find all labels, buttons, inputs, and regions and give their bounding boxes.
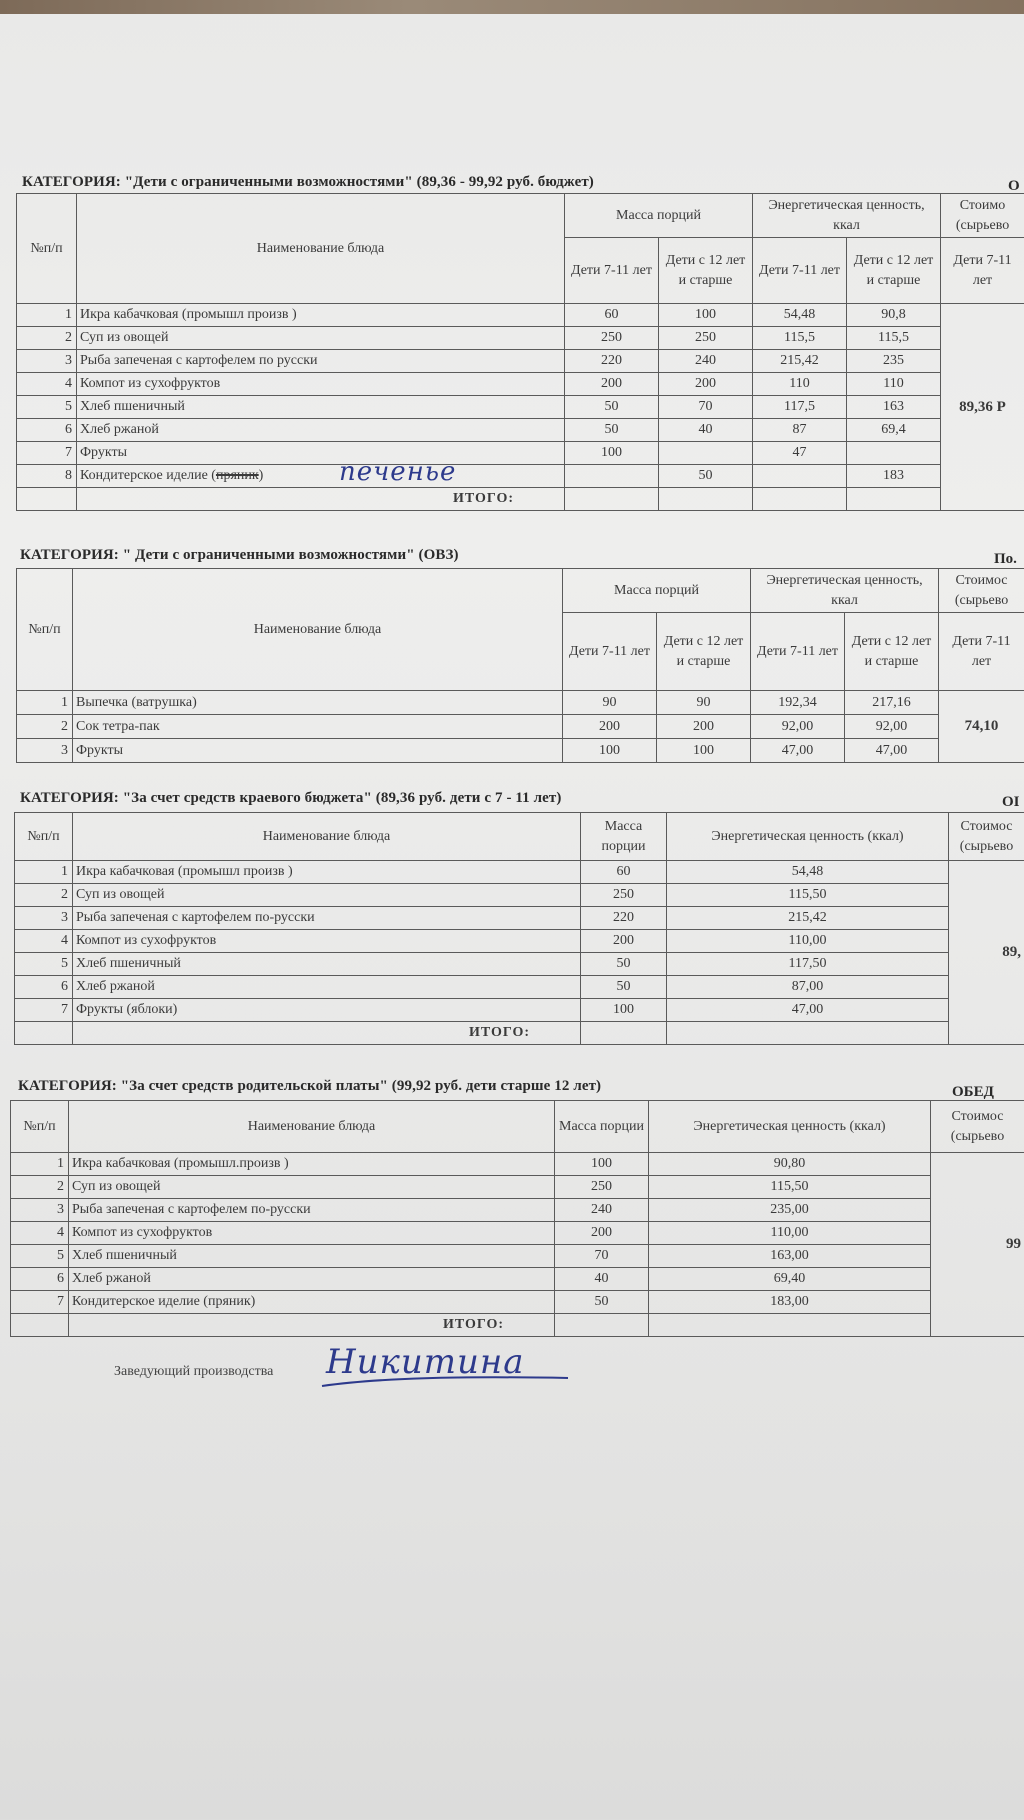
row-number: 3 <box>17 739 73 763</box>
handwritten-correction: печенье <box>339 457 457 487</box>
mass: 70 <box>555 1245 649 1268</box>
total-row <box>17 488 1024 511</box>
header-mass: Масса порции <box>555 1101 649 1153</box>
table-row <box>11 1245 1024 1268</box>
header-num: №п/п <box>11 1101 69 1153</box>
mass-7-11: 50 <box>565 396 659 419</box>
table-row <box>15 930 1024 953</box>
mass-12: 200 <box>657 715 751 739</box>
table-row <box>17 350 1024 373</box>
section-4-table <box>10 1100 1024 1337</box>
section-4-title: КАТЕГОРИЯ: "За счет средств родительской платы" (99,92 руб. дети старше 12 лет) <box>18 1078 602 1094</box>
dish-name: Хлеб ржаной <box>69 1268 555 1291</box>
energy-12: 235 <box>847 350 941 373</box>
mass-7-11: 100 <box>565 442 659 465</box>
dish-name: Фрукты <box>73 739 563 763</box>
table-row <box>11 1199 1024 1222</box>
energy-12 <box>847 442 941 465</box>
header-cost: Стоимос (сырьево <box>931 1101 1024 1153</box>
mass: 50 <box>581 976 667 999</box>
mass-7-11: 50 <box>565 419 659 442</box>
section-2-meal-label: По. <box>994 551 1017 567</box>
mass: 220 <box>581 907 667 930</box>
energy: 215,42 <box>667 907 949 930</box>
energy-12: 69,4 <box>847 419 941 442</box>
mass-12: 240 <box>659 350 753 373</box>
header-cost: Стоимо (сырьево <box>941 194 1024 238</box>
dish-name: Кондитерское иделие (пряник) <box>69 1291 555 1314</box>
row-number: 2 <box>17 715 73 739</box>
energy: 47,00 <box>667 999 949 1022</box>
header-age-12: Дети с 12 лет и старше <box>847 238 941 304</box>
section-4-meal-label: ОБЕД <box>952 1084 994 1100</box>
dish-name-start: Кондитерское иделие ( <box>80 468 216 483</box>
energy-7-11: 115,5 <box>753 327 847 350</box>
energy-7-11: 110 <box>753 373 847 396</box>
energy-7-11: 117,5 <box>753 396 847 419</box>
energy-12: 47,00 <box>845 739 939 763</box>
mass-12: 40 <box>659 419 753 442</box>
header-num: №п/п <box>15 813 73 861</box>
header-energy: Энергетическая ценность (ккал) <box>649 1101 931 1153</box>
section-2-table <box>16 568 1024 763</box>
mass-7-11: 100 <box>563 739 657 763</box>
header-mass: Масса порций <box>563 569 751 613</box>
header-cost: Стоимос (сырьево <box>939 569 1024 613</box>
row-number: 5 <box>11 1245 69 1268</box>
section-3-table <box>14 812 1024 1045</box>
header-age-7-11: Дети 7-11 лет <box>753 238 847 304</box>
mass: 50 <box>555 1291 649 1314</box>
header-num: №п/п <box>17 194 77 304</box>
header-num: №п/п <box>17 569 73 691</box>
cost-value: 99 <box>931 1153 1024 1337</box>
row-number: 4 <box>15 930 73 953</box>
energy-7-11: 92,00 <box>751 715 845 739</box>
struck-word: пряник <box>215 468 259 483</box>
dish-name <box>77 457 565 488</box>
dish-name: Икра кабачковая (промышл произв ) <box>73 861 581 884</box>
section-3-title: КАТЕГОРИЯ: "За счет средств краевого бюджета" (89,36 руб. дети с 7 - 11 лет) <box>20 790 562 806</box>
row-number: 1 <box>17 691 73 715</box>
dish-name: Выпечка (ватрушка) <box>73 691 563 715</box>
energy-12: 217,16 <box>845 691 939 715</box>
mass-12: 100 <box>659 304 753 327</box>
signature-text: Никитина <box>326 1342 525 1382</box>
dish-name: Сок тетра-пак <box>73 715 563 739</box>
mass-7-11: 60 <box>565 304 659 327</box>
dish-name: Компот из сухофруктов <box>77 373 565 396</box>
dish-name: Суп из овощей <box>77 327 565 350</box>
table-row <box>17 715 1024 739</box>
table-row <box>11 1153 1024 1176</box>
mass: 240 <box>555 1199 649 1222</box>
energy-12: 163 <box>847 396 941 419</box>
mass-7-11 <box>565 465 659 488</box>
dish-name: Фрукты <box>77 442 565 465</box>
mass: 50 <box>581 953 667 976</box>
table-row <box>11 1268 1024 1291</box>
mass-7-11: 200 <box>565 373 659 396</box>
dish-name: Рыба запеченая с картофелем по русски <box>77 350 565 373</box>
mass-12 <box>659 442 753 465</box>
row-number: 7 <box>15 999 73 1022</box>
dish-name: Компот из сухофруктов <box>73 930 581 953</box>
energy-12: 115,5 <box>847 327 941 350</box>
table-row <box>15 907 1024 930</box>
mass-12: 50 <box>659 465 753 488</box>
section-1-meal-label: О <box>1008 178 1020 194</box>
cost-value: 89,36 Р <box>941 304 1024 511</box>
row-number: 1 <box>17 304 77 327</box>
energy: 54,48 <box>667 861 949 884</box>
section-3-meal-label: ОІ <box>1002 794 1020 810</box>
row-number: 6 <box>17 419 77 442</box>
signature-label: Заведующий производства <box>114 1364 274 1379</box>
energy-12: 110 <box>847 373 941 396</box>
table-row <box>17 691 1024 715</box>
row-number: 5 <box>17 396 77 419</box>
row-number: 3 <box>17 350 77 373</box>
energy-7-11 <box>753 465 847 488</box>
table-row <box>11 1176 1024 1199</box>
row-number: 2 <box>17 327 77 350</box>
header-mass: Масса порций <box>565 194 753 238</box>
dish-name-end: ) <box>258 468 264 483</box>
total-label: ИТОГО: <box>73 1022 581 1045</box>
row-number: 3 <box>11 1199 69 1222</box>
header-age-7-11: Дети 7-11 лет <box>563 613 657 691</box>
energy-12: 183 <box>847 465 941 488</box>
header-dish-name: Наименование блюда <box>77 194 565 304</box>
total-label: ИТОГО: <box>77 488 565 511</box>
row-number: 6 <box>11 1268 69 1291</box>
header-cost: Стоимос (сырьево <box>949 813 1024 861</box>
header-dish-name: Наименование блюда <box>69 1101 555 1153</box>
energy-7-11: 47 <box>753 442 847 465</box>
table-row <box>15 976 1024 999</box>
dish-name: Суп из овощей <box>69 1176 555 1199</box>
dish-name: Хлеб ржаной <box>73 976 581 999</box>
mass: 60 <box>581 861 667 884</box>
dish-name: Хлеб пшеничный <box>69 1245 555 1268</box>
energy: 183,00 <box>649 1291 931 1314</box>
table-row <box>17 419 1024 442</box>
table-row <box>17 327 1024 350</box>
cost-value: 89, <box>949 861 1024 1045</box>
row-number: 8 <box>17 465 77 488</box>
mass: 100 <box>555 1153 649 1176</box>
table-row <box>17 465 1024 488</box>
mass: 250 <box>555 1176 649 1199</box>
mass: 100 <box>581 999 667 1022</box>
energy: 110,00 <box>649 1222 931 1245</box>
header-age-12: Дети с 12 лет и старше <box>845 613 939 691</box>
row-number: 7 <box>17 442 77 465</box>
header-age-7-11: Дети 7-11 лет <box>565 238 659 304</box>
energy-7-11: 54,48 <box>753 304 847 327</box>
table-row <box>11 1222 1024 1245</box>
table-row <box>15 861 1024 884</box>
table-row <box>15 999 1024 1022</box>
dish-name: Хлеб ржаной <box>77 419 565 442</box>
energy-7-11: 215,42 <box>753 350 847 373</box>
energy-7-11: 192,34 <box>751 691 845 715</box>
mass-7-11: 200 <box>563 715 657 739</box>
mass-12: 200 <box>659 373 753 396</box>
mass-12: 100 <box>657 739 751 763</box>
total-row <box>11 1314 1024 1337</box>
energy: 115,50 <box>649 1176 931 1199</box>
energy: 115,50 <box>667 884 949 907</box>
row-number: 1 <box>11 1153 69 1176</box>
total-label: ИТОГО: <box>69 1314 555 1337</box>
energy: 90,80 <box>649 1153 931 1176</box>
photo-background-edge <box>0 0 1024 14</box>
mass: 200 <box>581 930 667 953</box>
table-row <box>17 442 1024 465</box>
row-number: 2 <box>15 884 73 907</box>
dish-name: Икра кабачковая (промышл произв ) <box>77 304 565 327</box>
row-number: 3 <box>15 907 73 930</box>
row-number: 5 <box>15 953 73 976</box>
mass-7-11: 250 <box>565 327 659 350</box>
row-number: 4 <box>11 1222 69 1245</box>
signature-underline <box>318 1372 578 1392</box>
header-energy: Энергетическая ценность, ккал <box>753 194 941 238</box>
mass: 250 <box>581 884 667 907</box>
section-1-table <box>16 193 1024 511</box>
header-age-7-11: Дети 7-11 лет <box>751 613 845 691</box>
energy-12: 90,8 <box>847 304 941 327</box>
table-row <box>15 953 1024 976</box>
energy: 110,00 <box>667 930 949 953</box>
row-number: 2 <box>11 1176 69 1199</box>
energy: 235,00 <box>649 1199 931 1222</box>
table-row <box>11 1291 1024 1314</box>
header-age-12: Дети с 12 лет и старше <box>657 613 751 691</box>
row-number: 6 <box>15 976 73 999</box>
header-dish-name: Наименование блюда <box>73 569 563 691</box>
dish-name: Компот из сухофруктов <box>69 1222 555 1245</box>
row-number: 7 <box>11 1291 69 1314</box>
energy: 69,40 <box>649 1268 931 1291</box>
row-number: 4 <box>17 373 77 396</box>
table-row <box>17 373 1024 396</box>
energy: 87,00 <box>667 976 949 999</box>
dish-name: Фрукты (яблоки) <box>73 999 581 1022</box>
header-age-12: Дети с 12 лет и старше <box>659 238 753 304</box>
header-cost-age: Дети 7-11 лет <box>941 238 1024 304</box>
header-mass: Масса порции <box>581 813 667 861</box>
energy: 163,00 <box>649 1245 931 1268</box>
energy-7-11: 87 <box>753 419 847 442</box>
dish-name: Рыба запеченая с картофелем по-русски <box>73 907 581 930</box>
energy-7-11: 47,00 <box>751 739 845 763</box>
header-energy: Энергетическая ценность (ккал) <box>667 813 949 861</box>
energy-12: 92,00 <box>845 715 939 739</box>
header-cost-age: Дети 7-11 лет <box>939 613 1024 691</box>
energy: 117,50 <box>667 953 949 976</box>
dish-name: Хлеб пшеничный <box>73 953 581 976</box>
mass-12: 250 <box>659 327 753 350</box>
table-row <box>17 739 1024 763</box>
total-row <box>15 1022 1024 1045</box>
table-row <box>17 304 1024 327</box>
dish-name: Икра кабачковая (промышл.произв ) <box>69 1153 555 1176</box>
mass-7-11: 90 <box>563 691 657 715</box>
section-2-title: КАТЕГОРИЯ: " Дети с ограниченными возможностями" (ОВЗ) <box>20 547 459 563</box>
table-row <box>17 396 1024 419</box>
header-energy: Энергетическая ценность, ккал <box>751 569 939 613</box>
mass-7-11: 220 <box>565 350 659 373</box>
section-1-title: КАТЕГОРИЯ: "Дети с ограниченными возможностями" (89,36 - 99,92 руб. бюджет) <box>22 174 594 190</box>
mass-12: 90 <box>657 691 751 715</box>
dish-name: Рыба запеченая с картофелем по-русски <box>69 1199 555 1222</box>
mass-12: 70 <box>659 396 753 419</box>
dish-name: Суп из овощей <box>73 884 581 907</box>
row-number: 1 <box>15 861 73 884</box>
cost-value: 74,10 <box>939 691 1024 763</box>
dish-name: Хлеб пшеничный <box>77 396 565 419</box>
mass: 40 <box>555 1268 649 1291</box>
table-row <box>15 884 1024 907</box>
mass: 200 <box>555 1222 649 1245</box>
header-dish-name: Наименование блюда <box>73 813 581 861</box>
